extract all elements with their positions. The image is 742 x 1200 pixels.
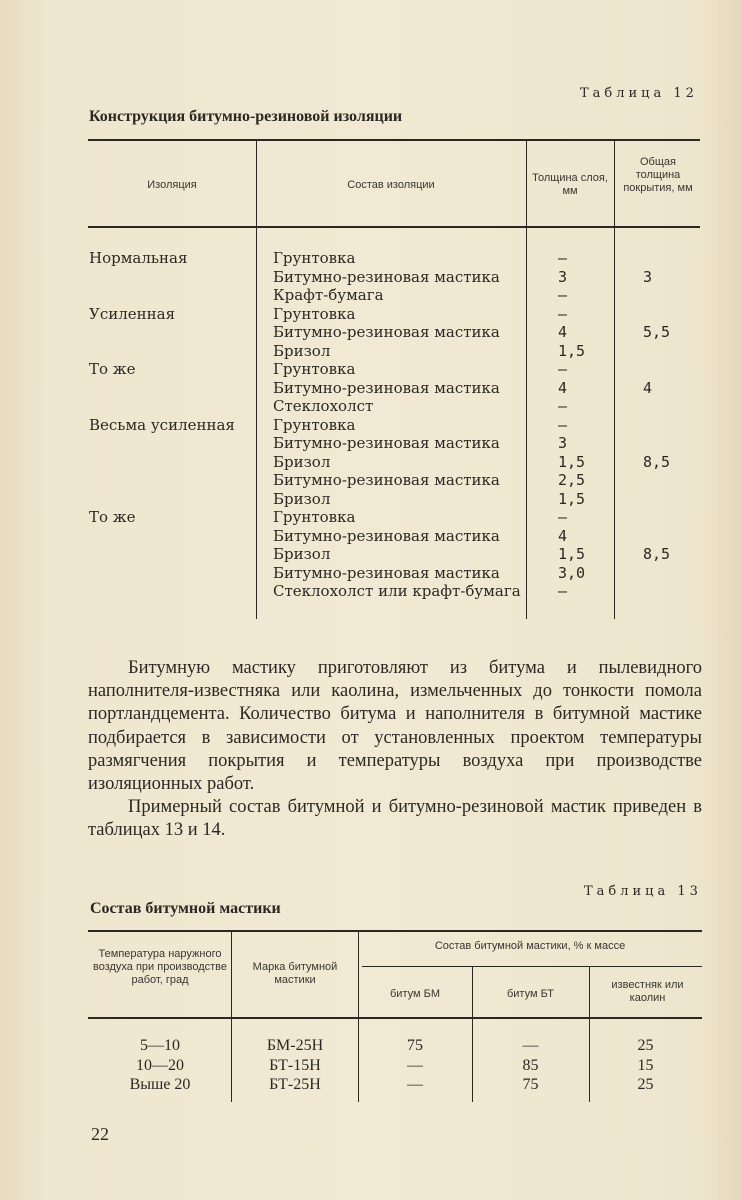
layer-thickness: — bbox=[558, 397, 568, 415]
layer-name: Битумно-резиновая мастика bbox=[273, 471, 500, 489]
row-temperature: Выше 20 bbox=[129, 1076, 191, 1093]
layer-name: Битумно-резиновая мастика bbox=[273, 563, 500, 582]
row-bitumen-bm: — bbox=[407, 1056, 423, 1074]
layer-thickness: 3,0 bbox=[558, 563, 586, 582]
layer-thickness: — bbox=[558, 508, 568, 526]
row-grade: БТ-15Н bbox=[269, 1056, 321, 1074]
layer-name: Крафт-бумага bbox=[273, 286, 384, 304]
table12-label: Таблица 12 bbox=[580, 86, 698, 101]
row-filler: 25 bbox=[637, 1037, 654, 1054]
layer-thickness: — bbox=[558, 286, 568, 304]
page-number: 22 bbox=[91, 1124, 109, 1144]
layer-name: Бризол bbox=[273, 545, 331, 563]
layer-thickness: — bbox=[558, 249, 568, 267]
insulation-type: Усиленная bbox=[89, 304, 176, 323]
total-thickness: 4 bbox=[643, 378, 653, 397]
layer-name: Бризол bbox=[273, 341, 331, 360]
layer-thickness: 1,5 bbox=[558, 489, 586, 508]
table13-title: Состав битумной мастики bbox=[90, 900, 281, 917]
row-temperature: 5—10 bbox=[140, 1037, 180, 1054]
layer-name: Грунтовка bbox=[273, 249, 356, 267]
total-thickness: 3 bbox=[643, 267, 653, 286]
layer-name: Грунтовка bbox=[273, 304, 356, 323]
total-thickness: 8,5 bbox=[643, 545, 671, 563]
table12-col-divider bbox=[526, 141, 527, 619]
layer-name: Грунтовка bbox=[273, 508, 356, 526]
table12-header-layer-thickness: Толщина слоя, мм bbox=[532, 172, 608, 197]
layer-thickness: — bbox=[558, 415, 568, 434]
layer-thickness: — bbox=[558, 360, 568, 378]
row-bitumen-bt: 75 bbox=[522, 1076, 539, 1093]
table12-header-rule bbox=[88, 226, 700, 228]
layer-thickness: 1,5 bbox=[558, 452, 586, 471]
layer-thickness: 3 bbox=[558, 267, 568, 286]
table13-header-bitumen-bt: битум БТ bbox=[506, 988, 555, 1000]
table13-header-temperature: Температура наружного воздуха при производстве работ, град bbox=[92, 948, 228, 986]
insulation-type: То же bbox=[89, 508, 136, 526]
layer-name: Стеклохолст или крафт-бумага bbox=[273, 582, 521, 600]
insulation-type: Весьма усиленная bbox=[89, 415, 235, 434]
row-bitumen-bt: 85 bbox=[522, 1056, 539, 1074]
layer-name: Битумно-резиновая мастика bbox=[273, 434, 500, 452]
table13-label: Таблица 13 bbox=[584, 884, 702, 899]
total-thickness: 8,5 bbox=[643, 452, 671, 471]
layer-name: Битумно-резиновая мастика bbox=[273, 267, 500, 286]
row-bitumen-bm: 75 bbox=[407, 1037, 423, 1054]
layer-thickness: 4 bbox=[558, 378, 568, 397]
insulation-type: Нормальная bbox=[89, 249, 188, 267]
table12-header-composition: Состав изоляции bbox=[347, 179, 435, 191]
layer-name: Грунтовка bbox=[273, 415, 356, 434]
layer-name: Битумно-резиновая мастика bbox=[273, 378, 500, 397]
paragraph: Битумную мастику приготовляют из битума и пылевидного наполнителя-известняка или каолина, измельченных до тонкости помола портландцемента. Количество битума и наполнителя в битумной мастике подбирается в зависимости от установленных проектом температуры размягчения покрытия и температуры воздуха при производстве изоляционных работ. bbox=[88, 658, 702, 795]
layer-thickness: — bbox=[558, 304, 568, 323]
row-bitumen-bm: — bbox=[407, 1076, 423, 1093]
row-bitumen-bt: — bbox=[522, 1037, 539, 1054]
body-text bbox=[88, 657, 702, 843]
table13-col-divider bbox=[231, 932, 232, 1102]
layer-thickness: 1,5 bbox=[558, 341, 586, 360]
row-grade: БМ-25Н bbox=[266, 1037, 324, 1054]
layer-name: Бризол bbox=[273, 489, 331, 508]
layer-name: Стеклохолст bbox=[273, 397, 374, 415]
layer-thickness: 1,5 bbox=[558, 545, 586, 563]
row-filler: 15 bbox=[637, 1056, 654, 1074]
layer-thickness: — bbox=[558, 582, 568, 600]
insulation-type: То же bbox=[89, 360, 136, 378]
total-thickness: 5,5 bbox=[643, 323, 671, 341]
table12-top-rule bbox=[88, 139, 700, 141]
table13-subheader-rule bbox=[362, 966, 702, 967]
paragraph: Примерный состав битумной и битумно-резиновой мастик приведен в таблицах 13 и 14. bbox=[88, 797, 702, 841]
table12-col-divider bbox=[256, 141, 257, 619]
layer-name: Грунтовка bbox=[273, 360, 356, 378]
table13-header-grade: Марка битумной мастики bbox=[252, 961, 338, 986]
layer-thickness: 4 bbox=[558, 323, 568, 341]
table12-col-divider bbox=[614, 141, 615, 619]
table13-top-rule bbox=[88, 930, 702, 932]
table13-header-filler: известняк или каолин bbox=[611, 979, 684, 1004]
row-temperature: 10—20 bbox=[136, 1056, 184, 1074]
layer-thickness: 2,5 bbox=[558, 471, 586, 489]
layer-name: Битумно-резиновая мастика bbox=[273, 526, 500, 545]
table13-header-bitumen-bm: битум БМ bbox=[390, 988, 440, 1000]
table13-header-rule bbox=[88, 1017, 702, 1019]
table12-header-total-thickness: Общая толщина покрытия, мм bbox=[623, 156, 693, 194]
table13-header-composition: Состав битумной мастики, % к массе bbox=[434, 940, 626, 952]
layer-name: Бризол bbox=[273, 452, 331, 471]
table12-title: Конструкция битумно-резиновой изоляции bbox=[89, 108, 403, 125]
layer-name: Битумно-резиновая мастика bbox=[273, 323, 500, 341]
layer-thickness: 4 bbox=[558, 526, 568, 545]
table12-header-insulation: Изоляция bbox=[147, 179, 197, 191]
row-grade: БТ-25Н bbox=[269, 1076, 321, 1093]
row-filler: 25 bbox=[637, 1076, 654, 1093]
layer-thickness: 3 bbox=[558, 434, 568, 452]
